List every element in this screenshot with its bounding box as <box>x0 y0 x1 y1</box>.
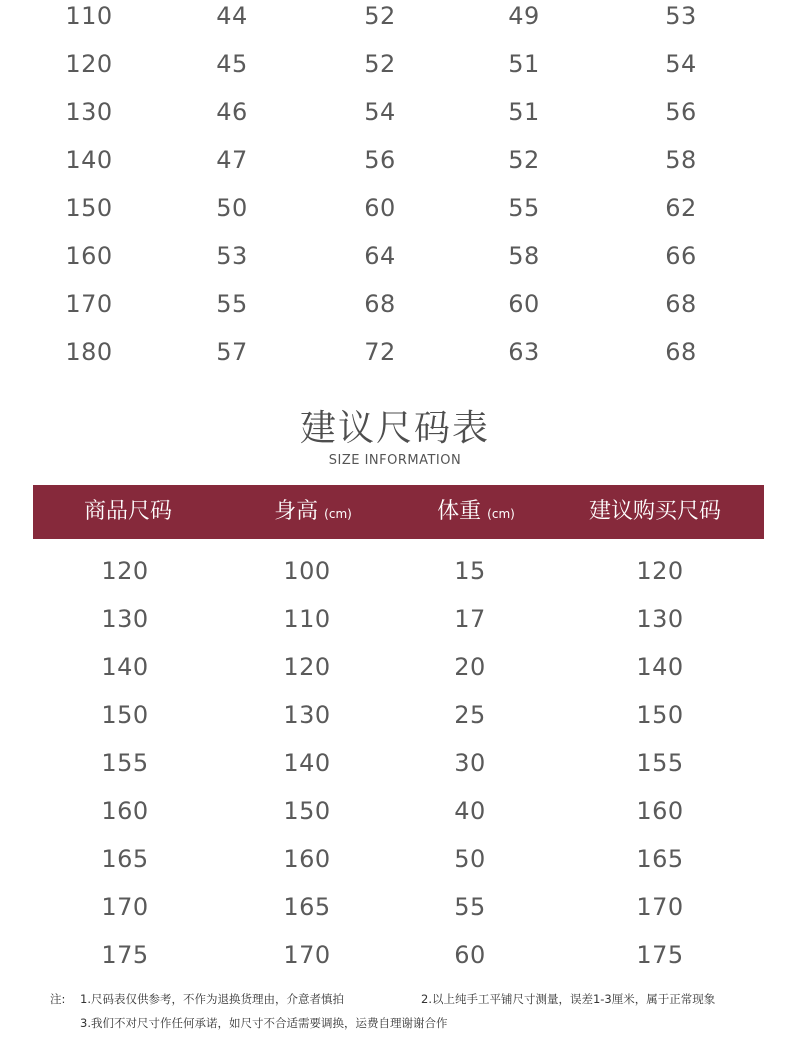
page-title: 建议尺码表 <box>299 408 490 449</box>
note-1: 1.尺码表仅供参考，不作为退换货理由，介意者慎拍 <box>80 992 344 1006</box>
table-cell: 55 <box>216 290 248 318</box>
table-cell: 170 <box>283 941 331 969</box>
table-header <box>33 485 764 539</box>
table-cell: 165 <box>636 845 684 873</box>
table-cell: 54 <box>364 98 396 126</box>
table-cell: 46 <box>216 98 248 126</box>
table-cell: 68 <box>665 290 697 318</box>
table-cell: 150 <box>283 797 331 825</box>
table-cell: 170 <box>636 893 684 921</box>
table-cell: 120 <box>101 557 149 585</box>
table-cell: 57 <box>216 338 248 366</box>
table-cell: 25 <box>454 701 486 729</box>
table-cell: 40 <box>454 797 486 825</box>
table-cell: 130 <box>101 605 149 633</box>
header-recommended-size: 建议购买尺码 <box>588 499 722 524</box>
table-cell: 72 <box>364 338 396 366</box>
table-cell: 140 <box>101 653 149 681</box>
table-cell: 53 <box>216 242 248 270</box>
table-cell: 165 <box>283 893 331 921</box>
table-cell: 150 <box>65 194 113 222</box>
table-cell: 60 <box>364 194 396 222</box>
table-cell: 175 <box>636 941 684 969</box>
table-cell: 17 <box>454 605 486 633</box>
table-cell: 15 <box>454 557 486 585</box>
table-cell: 64 <box>364 242 396 270</box>
table-cell: 49 <box>508 2 540 30</box>
table-cell: 120 <box>65 50 113 78</box>
table-cell: 170 <box>65 290 113 318</box>
table-cell: 58 <box>665 146 697 174</box>
table-cell: 47 <box>216 146 248 174</box>
table-cell: 160 <box>101 797 149 825</box>
table-cell: 120 <box>283 653 331 681</box>
table-cell: 60 <box>454 941 486 969</box>
table-cell: 170 <box>101 893 149 921</box>
table-cell: 55 <box>454 893 486 921</box>
table-cell: 130 <box>636 605 684 633</box>
notes-label: 注: <box>50 992 66 1006</box>
table-cell: 54 <box>665 50 697 78</box>
table-cell: 58 <box>508 242 540 270</box>
header-weight: 体重 (cm) <box>437 499 515 524</box>
table-cell: 165 <box>101 845 149 873</box>
table-cell: 140 <box>636 653 684 681</box>
table-cell: 50 <box>454 845 486 873</box>
table-cell: 155 <box>636 749 684 777</box>
table-cell: 53 <box>665 2 697 30</box>
table-cell: 44 <box>216 2 248 30</box>
table-cell: 52 <box>508 146 540 174</box>
table-cell: 68 <box>364 290 396 318</box>
table-cell: 180 <box>65 338 113 366</box>
table-cell: 51 <box>508 50 540 78</box>
table-cell: 52 <box>364 50 396 78</box>
table-cell: 140 <box>283 749 331 777</box>
table-cell: 140 <box>65 146 113 174</box>
table-cell: 110 <box>283 605 331 633</box>
table-cell: 56 <box>364 146 396 174</box>
table-cell: 150 <box>101 701 149 729</box>
table-cell: 60 <box>508 290 540 318</box>
header-height: 身高 (cm) <box>274 499 352 524</box>
note-2: 2.以上纯手工平铺尺寸测量，误差1-3厘米，属于正常现象 <box>421 992 716 1006</box>
page-subtitle: SIZE INFORMATION <box>328 453 462 468</box>
table-cell: 68 <box>665 338 697 366</box>
table-cell: 175 <box>101 941 149 969</box>
table-cell: 50 <box>216 194 248 222</box>
table-cell: 155 <box>101 749 149 777</box>
table-cell: 56 <box>665 98 697 126</box>
table-cell: 160 <box>636 797 684 825</box>
table-cell: 45 <box>216 50 248 78</box>
table-cell: 130 <box>65 98 113 126</box>
table-cell: 110 <box>65 2 113 30</box>
table-cell: 20 <box>454 653 486 681</box>
table-cell: 55 <box>508 194 540 222</box>
table-cell: 150 <box>636 701 684 729</box>
table-cell: 62 <box>665 194 697 222</box>
table-cell: 66 <box>665 242 697 270</box>
table-cell: 51 <box>508 98 540 126</box>
table-cell: 160 <box>283 845 331 873</box>
table-cell: 130 <box>283 701 331 729</box>
table-cell: 160 <box>65 242 113 270</box>
table-cell: 52 <box>364 2 396 30</box>
table-cell: 120 <box>636 557 684 585</box>
table-cell: 30 <box>454 749 486 777</box>
header-item-size: 商品尺码 <box>83 499 173 524</box>
table-cell: 63 <box>508 338 540 366</box>
table-cell: 100 <box>283 557 331 585</box>
note-3: 3.我们不对尺寸作任何承诺，如尺寸不合适需要调换，运费自理谢谢合作 <box>80 1016 448 1030</box>
